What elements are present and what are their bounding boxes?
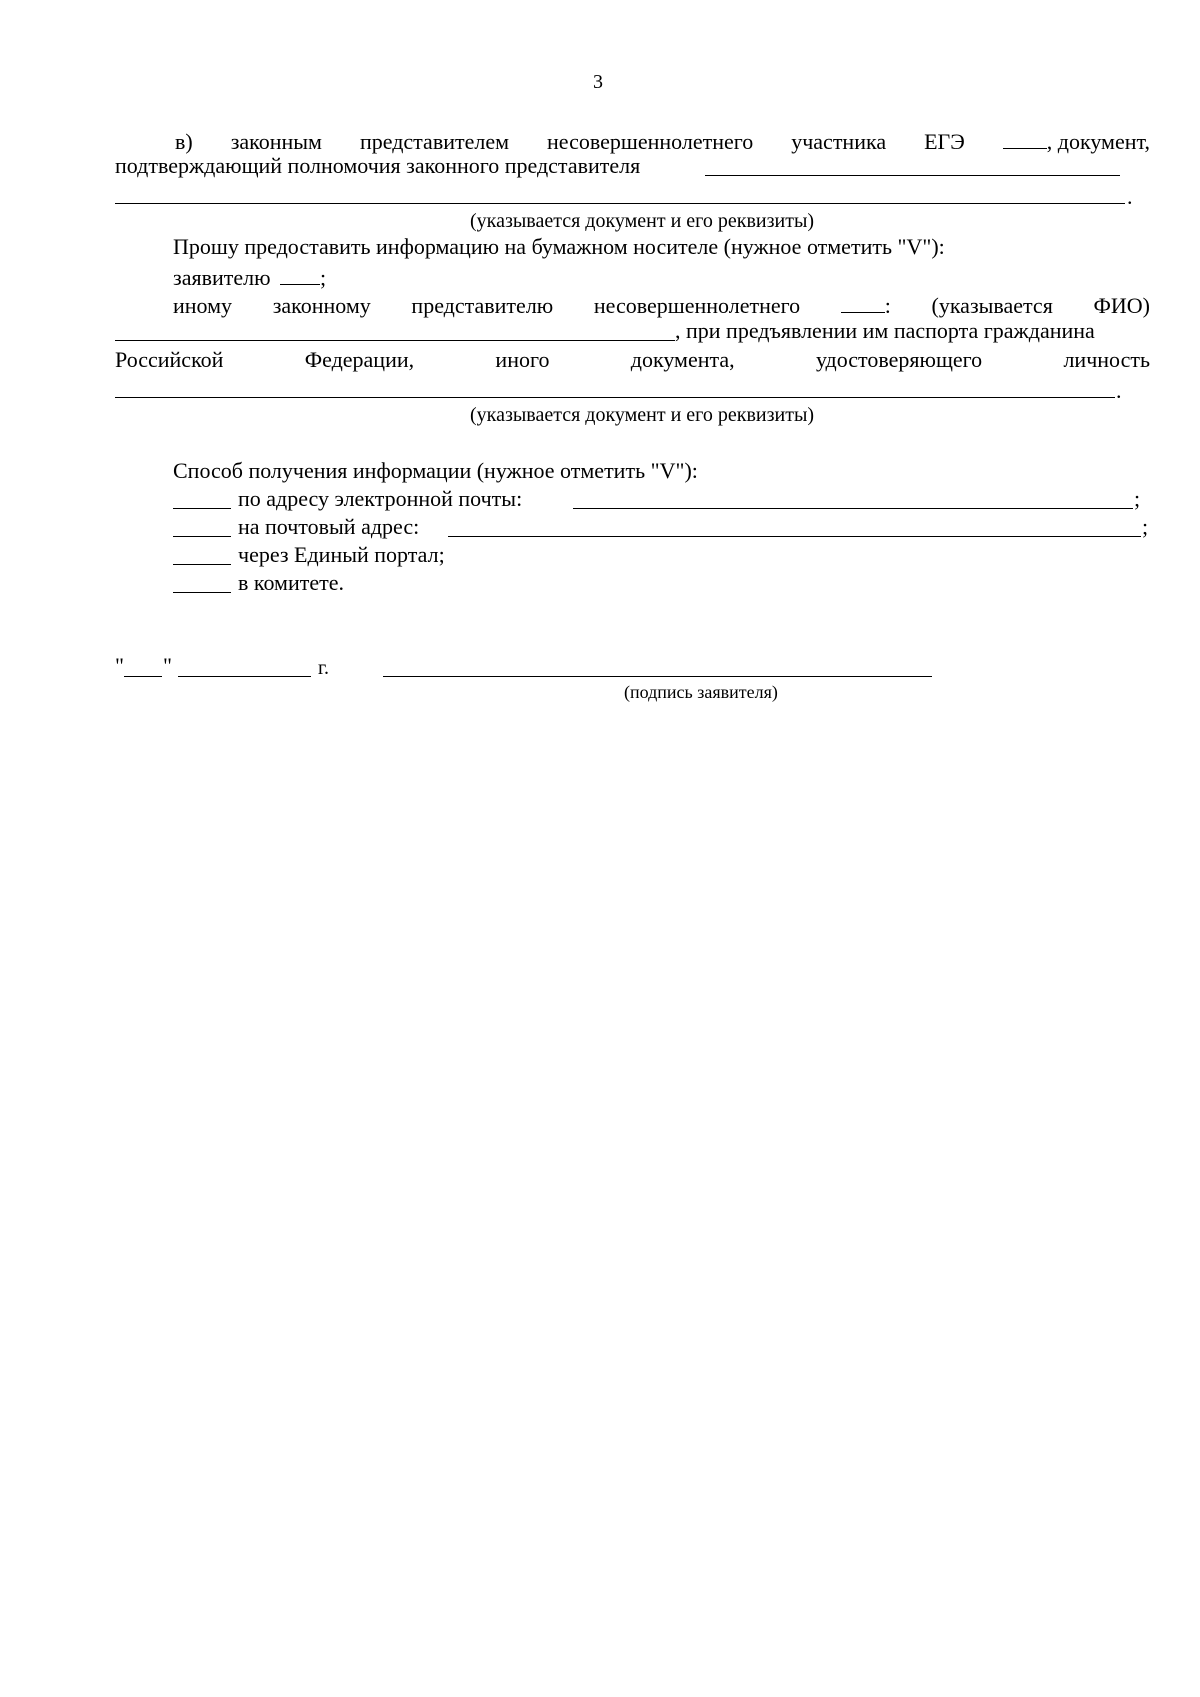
other-rep-fio: ФИО) <box>1093 293 1150 318</box>
email-mark-blank[interactable] <box>173 508 231 509</box>
date-day-field[interactable] <box>124 676 162 677</box>
word: представителем <box>359 129 510 154</box>
word: удостоверяющего <box>815 347 983 372</box>
other-rep-colon: : <box>884 293 891 318</box>
authority-doc-field[interactable] <box>705 175 1120 176</box>
word: иного <box>495 347 550 372</box>
page-number: 3 <box>593 71 603 93</box>
applicant-label: заявителю <box>173 265 271 290</box>
applicant-row <box>173 264 326 289</box>
word: представителю <box>411 293 554 318</box>
word: участника <box>791 129 887 154</box>
paper-request-heading: Прошу предоставить информацию на бумажном носителе (нужное отметить "V"): <box>173 234 945 259</box>
other-rep-mark-group <box>841 292 891 317</box>
identity-end: . <box>1116 378 1122 403</box>
postal-address-field[interactable] <box>448 536 1141 537</box>
authority-label: подтверждающий полномочия законного представителя <box>115 153 641 178</box>
word: ЕГЭ <box>924 129 965 154</box>
word: личность <box>1063 347 1150 372</box>
passport-text: , при предъявлении им паспорта гражданина <box>675 318 1095 343</box>
authority-doc-field-continued[interactable] <box>115 203 1125 204</box>
identity-doc-field[interactable] <box>115 397 1115 398</box>
applicant-end: ; <box>320 265 327 290</box>
portal-option-label: через Единый портал; <box>238 542 445 567</box>
other-rep-note: (указывается <box>931 293 1053 318</box>
section-v-row-2 <box>115 155 640 177</box>
word: законному <box>272 293 371 318</box>
email-end: ; <box>1134 486 1141 511</box>
postal-mark-blank[interactable] <box>173 536 231 537</box>
word: Российской <box>115 347 224 372</box>
committee-mark-blank[interactable] <box>173 592 231 593</box>
committee-option-label: в комитете. <box>238 570 344 595</box>
row3-end: . <box>1127 184 1133 209</box>
signature-caption: (подпись заявителя) <box>624 682 778 702</box>
date-quote-open: " <box>115 653 124 678</box>
email-option-label: по адресу электронной почты: <box>238 486 523 511</box>
ege-mark-blank[interactable] <box>1003 128 1047 149</box>
word: несовершеннолетнего <box>593 293 801 318</box>
word: в) <box>175 129 193 154</box>
date-month-field[interactable] <box>178 676 311 677</box>
signature-field[interactable] <box>383 676 932 677</box>
postal-end: ; <box>1142 514 1149 539</box>
row1-end: , документ, <box>1046 129 1150 154</box>
date-year-suffix: г. <box>318 657 329 679</box>
word: документа, <box>630 347 735 372</box>
date-quote-close: " <box>163 653 172 678</box>
other-rep-mark-blank[interactable] <box>841 292 885 313</box>
portal-mark-blank[interactable] <box>173 564 231 565</box>
postal-option-label: на почтовый адрес: <box>238 514 420 539</box>
other-rep-row <box>173 292 1150 317</box>
word: законным <box>230 129 322 154</box>
caption-document-details-1: (указывается документ и его реквизиты) <box>470 210 815 232</box>
caption-document-details-2: (указывается документ и его реквизиты) <box>470 404 815 426</box>
email-field[interactable] <box>573 508 1133 509</box>
section-v-row-1 <box>175 128 1150 153</box>
identity-row <box>115 349 1150 371</box>
word: Федерации, <box>304 347 415 372</box>
applicant-mark-blank[interactable] <box>280 264 320 285</box>
word: несовершеннолетнего <box>547 129 754 154</box>
delivery-heading: Способ получения информации (нужное отметить "V"): <box>173 458 698 483</box>
other-rep-fio-field[interactable] <box>115 340 675 341</box>
word: иному <box>173 293 233 318</box>
ege-mark-group <box>1003 128 1150 153</box>
